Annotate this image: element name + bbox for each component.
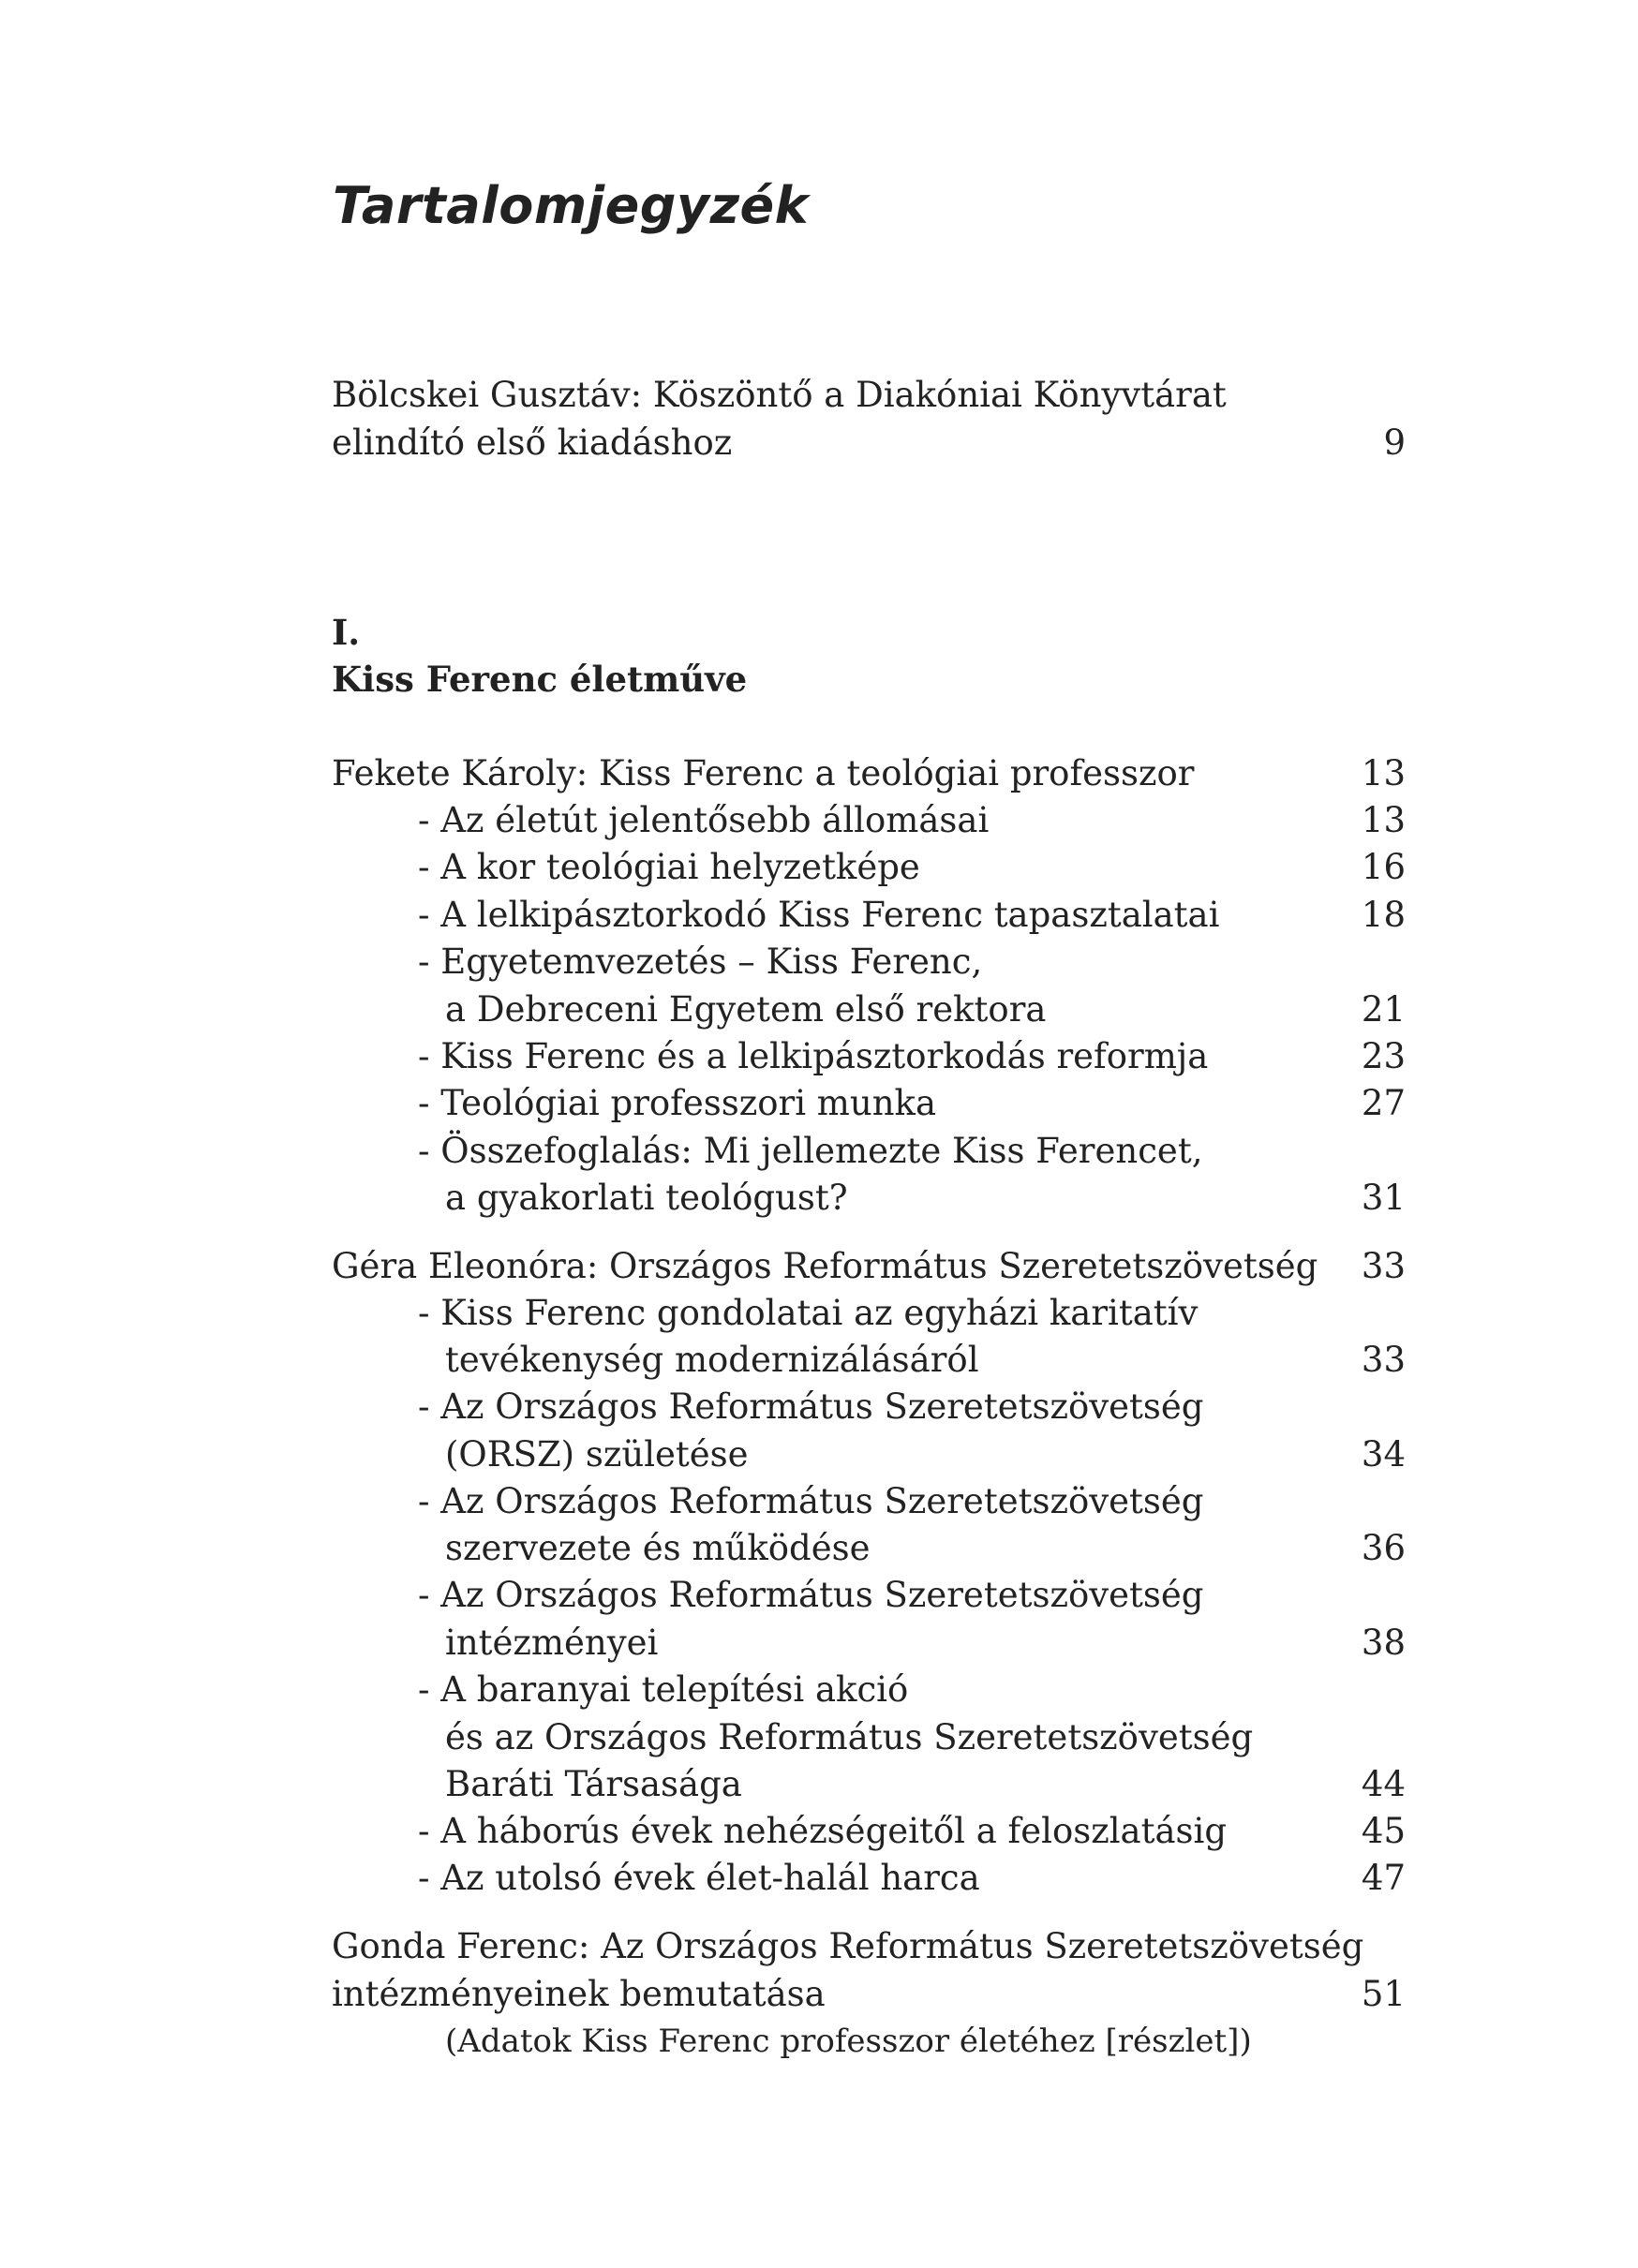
page-number: 18 xyxy=(1361,895,1406,935)
subentry-title: - Kiss Ferenc és a lelkipásztorkodás reformja xyxy=(418,1036,1209,1076)
page-number: 16 xyxy=(1361,847,1406,887)
page-number: 13 xyxy=(1361,800,1406,840)
subentry-title: intézményei xyxy=(445,1623,659,1663)
entry-title: elindító első kiadáshoz xyxy=(332,422,733,463)
page-number: 47 xyxy=(1361,1858,1406,1898)
page-number: 13 xyxy=(1361,753,1406,793)
subentry-title: - Az Országos Református Szeretetszövetség xyxy=(418,1386,1204,1427)
entry-title: Gonda Ferenc: Az Országos Református Szeretetszövetség xyxy=(332,1926,1364,1966)
subentry-title: és az Országos Református Szeretetszövetség xyxy=(445,1717,1254,1757)
entry-title: Géra Eleonóra: Országos Református Szeretetszövetség xyxy=(332,1246,1318,1286)
subentry-title: (ORSZ) születése xyxy=(445,1434,749,1475)
page-number: 27 xyxy=(1361,1083,1406,1123)
section-number-text: I. xyxy=(332,612,361,653)
page-number: 44 xyxy=(1361,1764,1406,1804)
subentry-title: - A háborús évek nehézségeitől a feloszlatásig xyxy=(418,1811,1228,1851)
page-number: 33 xyxy=(1361,1246,1406,1286)
page-number: 23 xyxy=(1361,1036,1406,1076)
subentry-title: - A lelkipásztorkodó Kiss Ferenc tapasztalatai xyxy=(418,895,1220,935)
subentry-title: - Egyetemvezetés – Kiss Ferenc, xyxy=(418,941,983,982)
page-number: 31 xyxy=(1361,1178,1406,1218)
page-number: 38 xyxy=(1361,1623,1406,1663)
subentry-title: - Az életút jelentősebb állomásai xyxy=(418,800,990,840)
page-number: 33 xyxy=(1361,1340,1406,1380)
subentry-title: tevékenység modernizálásáról xyxy=(445,1340,979,1380)
subentry-title: a Debreceni Egyetem első rektora xyxy=(445,989,1047,1030)
entry-title: Bölcskei Gusztáv: Köszöntő a Diakóniai Könyvtárat xyxy=(332,375,1227,415)
subentry-title: - Az Országos Református Szeretetszövetség xyxy=(418,1575,1204,1615)
entry-title: intézményeinek bemutatása xyxy=(332,1974,826,2014)
page-title: Tartalomjegyzék xyxy=(333,176,810,235)
subentry-title: a gyakorlati teológust? xyxy=(445,1178,848,1218)
subentry-title: - A kor teológiai helyzetképe xyxy=(418,847,920,887)
page-number: 45 xyxy=(1361,1811,1406,1851)
subentry-title: - Összefoglalás: Mi jellemezte Kiss Ferencet, xyxy=(418,1131,1203,1171)
page-number: 51 xyxy=(1361,1974,1406,2014)
page-number: 21 xyxy=(1361,989,1406,1030)
subentry-title: Baráti Társasága xyxy=(445,1764,742,1804)
subentry-title: - Az Országos Református Szeretetszövetség xyxy=(418,1481,1204,1521)
entry-note-text: (Adatok Kiss Ferenc professzor életéhez [részlet]) xyxy=(445,2023,1252,2060)
subentry-title: - Az utolsó évek élet-halál harca xyxy=(418,1858,980,1898)
page-number: 36 xyxy=(1361,1528,1406,1568)
subentry-title: - Kiss Ferenc gondolatai az egyházi karitatív xyxy=(418,1293,1199,1333)
subentry-title: - Teológiai professzori munka xyxy=(418,1083,937,1123)
subentry-title: - A baranyai telepítési akció xyxy=(418,1669,909,1710)
page-number: 34 xyxy=(1361,1434,1406,1475)
subentry-title: szervezete és működése xyxy=(445,1528,871,1568)
entry-title: Fekete Károly: Kiss Ferenc a teológiai professzor xyxy=(332,753,1195,793)
page-number: 9 xyxy=(1383,422,1406,463)
section-title-text: Kiss Ferenc életműve xyxy=(332,659,748,700)
